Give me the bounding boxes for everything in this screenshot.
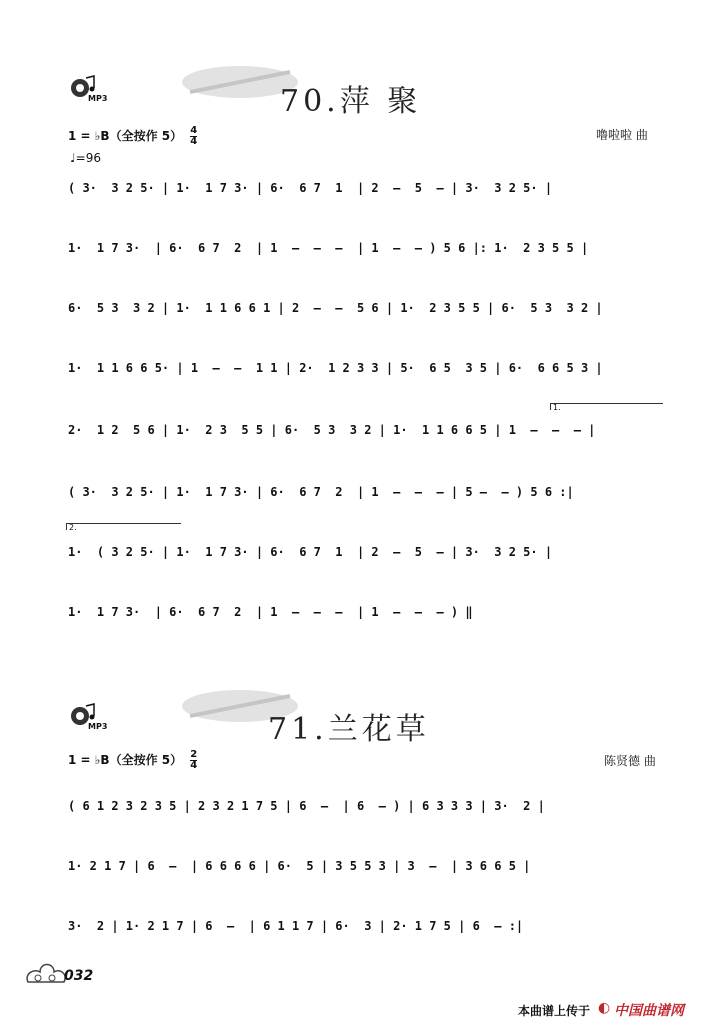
page-number: 032 [64,968,94,984]
staff-line: ( 6 1 2 3 2 3 5 | 2 3 2 1 7 5 | 6 — | 6 — ) | 6 3 3 3 | 3· 2 | [68,799,545,813]
cloud-ornament-icon [24,956,68,990]
footer-upload-text: 本曲谱上传于 [518,1004,591,1018]
site-logo-icon: ◐ [598,1000,611,1016]
time-signature-71: $\frac{2}{4}$ [190,749,198,771]
staff-line: 1· 2 1 7 | 6 — | 6 6 6 6 | 6· 5 | 3 5 5 3 | 3 — | 3 6 6 5 | [68,859,531,873]
staff-line: ( 3· 3 2 5· | 1· 1 7 3· | 6· 6 7 2 | 1 — — — | 5 — — ) 5 6 :| [68,485,574,499]
composer-70: 噜啦啦 曲 [596,128,648,142]
staff-line: 3· 2 | 1· 2 1 7 | 6 — | 6 1 1 7 | 6· 3 | 2· 1 7 5 | 6 — :| [68,919,524,933]
composer-71: 陈贤德 曲 [604,754,656,768]
mp3-badge: MP3 [88,722,108,731]
staff-line: 1· 1 1 6 6 5· | 1 — — 1 1 | 2· 1 2 3 3 | 5· 6 5 3 5 | 6· 6 6 5 3 | [68,361,603,375]
site-name-link[interactable]: 中国曲谱网 [614,1003,684,1019]
volta-2: 2. [66,523,181,530]
key-signature-70: 1 = ♭B（全按作 5） $\frac{4}{4}$ [68,125,198,147]
mp3-badge: MP3 [88,94,108,103]
time-signature-70: $\frac{4}{4}$ [190,125,198,147]
staff-line: ( 3· 3 2 5· | 1· 1 7 3· | 6· 6 7 1 | 2 — 5 — | 3· 3 2 5· | [68,181,553,195]
key-signature-71: 1 = ♭B（全按作 5） $\frac{2}{4}$ [68,749,198,771]
staff-line: 2· 1 2 5 6 | 1· 2 3 5 5 | 6· 5 3 3 2 | 1· 1 1 6 6 5 | 1 — — — | [68,423,596,437]
volta-1: 1. [550,403,663,410]
staff-line: 6· 5 3 3 2 | 1· 1 1 6 6 1 | 2 — — 5 6 | 1· 2 3 5 5 | 6· 5 3 3 2 | [68,301,603,315]
tempo-70: ♩=96 [70,151,101,165]
staff-line: 1· ( 3 2 5· | 1· 1 7 3· | 6· 6 7 1 | 2 — 5 — | 3· 3 2 5· | [68,545,553,559]
song-title-70: 70.萍 聚 [280,84,422,119]
staff-line: 1· 1 7 3· | 6· 6 7 2 | 1 — — — | 1 — — — ) ‖ [68,605,473,619]
staff-line: 1· 1 7 3· | 6· 6 7 2 | 1 — — — | 1 — — ) 5 6 |: 1· 2 3 5 5 | [68,241,589,255]
song-title-71: 71.兰花草 [268,712,430,747]
